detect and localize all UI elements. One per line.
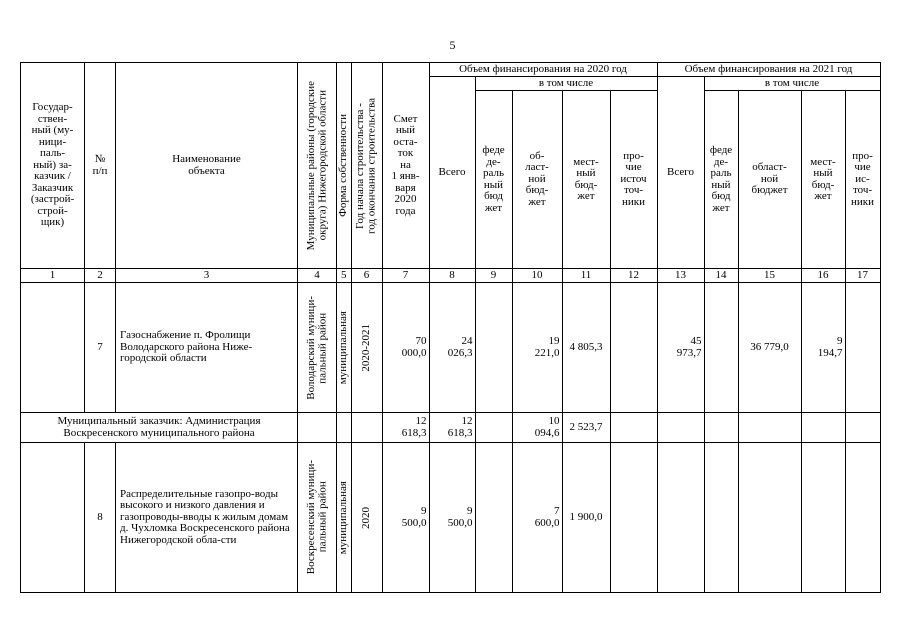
- regional-2020-cell: 19 221,0: [512, 283, 562, 413]
- header-total-2020: Всего: [429, 77, 475, 269]
- column-number-row: [21, 269, 881, 283]
- header-federal-2020: феде де- раль ный бюд жет: [475, 91, 512, 269]
- object-name: Распределительные газопро-воды высокого и низкого давления и газопроводы-вводы к жилым домам д. Чухломка Воскресенского района Нижегородской обла-сти: [116, 443, 298, 593]
- table-row: [21, 443, 881, 593]
- col-number: 16: [801, 269, 845, 283]
- header-other-2020: про- чие источ точ- ники: [610, 91, 657, 269]
- col-number: 1: [21, 269, 85, 283]
- ownership-cell: муниципальная: [337, 283, 352, 413]
- remainder-cell: 70 000,0: [382, 283, 429, 413]
- ownership-cell: муниципальная: [337, 443, 352, 593]
- header-ownership: Форма собственности: [337, 63, 352, 269]
- header-group-2020: Объем финансирования на 2020 год: [429, 63, 657, 77]
- header-in-number-2020: в том числе: [475, 77, 657, 91]
- header-local-2021: мест- ный бюд- жет: [801, 91, 845, 269]
- total-2021-cell: 45 973,7: [657, 283, 704, 413]
- header-remainder: Смет ный оста- ток на 1 янв- варя 2020 года: [382, 63, 429, 269]
- header-years: Год начала строительства - год окончания строительства: [351, 63, 382, 269]
- header-federal-2021: феде де- раль ный бюд жет: [704, 91, 738, 269]
- remainder-cell: 12 618,3: [382, 413, 429, 443]
- header-local-2020: мест- ный бюд- жет: [562, 91, 610, 269]
- regional-2020-cell: 10 094,6: [512, 413, 562, 443]
- district-cell: Володарский муници- пальный район: [298, 283, 337, 413]
- col-number: 15: [738, 269, 801, 283]
- row-number: 8: [85, 443, 116, 593]
- local-2020-cell: 2 523,7: [562, 413, 610, 443]
- object-name: Газоснабжение п. Фролищи Володарского района Ниже-городской области: [116, 283, 298, 413]
- header-regional-2021: област- ной бюджет: [738, 91, 801, 269]
- district-cell: Воскресенский муници- пальный район: [298, 443, 337, 593]
- regional-2020-cell: 7 600,0: [512, 443, 562, 593]
- col-number: 11: [562, 269, 610, 283]
- col-number: 12: [610, 269, 657, 283]
- local-2020-cell: 4 805,3: [562, 283, 610, 413]
- customer-row: [21, 413, 881, 443]
- row-number: 7: [85, 283, 116, 413]
- col-number: 10: [512, 269, 562, 283]
- total-2020-cell: 12 618,3: [429, 413, 475, 443]
- regional-2021-cell: 36 779,0: [738, 283, 801, 413]
- total-2020-cell: 24 026,3: [429, 283, 475, 413]
- years-cell: 2020: [351, 443, 382, 593]
- col-number: 8: [429, 269, 475, 283]
- col-number: 14: [704, 269, 738, 283]
- table-row: [21, 283, 881, 413]
- remainder-cell: 9 500,0: [382, 443, 429, 593]
- col-number: 7: [382, 269, 429, 283]
- local-2021-cell: 9 194,7: [801, 283, 845, 413]
- col-number: 3: [116, 269, 298, 283]
- header-total-2021: Всего: [657, 77, 704, 269]
- local-2020-cell: 1 900,0: [562, 443, 610, 593]
- page-number: 5: [449, 38, 456, 52]
- col-number: 13: [657, 269, 704, 283]
- header-object-name: Наименование объекта: [116, 63, 298, 269]
- col-number: 5: [337, 269, 352, 283]
- years-cell: 2020-2021: [351, 283, 382, 413]
- header-number: № п/п: [85, 63, 116, 269]
- col-number: 6: [351, 269, 382, 283]
- col-number: 4: [298, 269, 337, 283]
- header-other-2021: про- чие ис- точ- ники: [845, 91, 880, 269]
- customer-label: Муниципальный заказчик: Администрация Воскресенского муниципального района: [21, 413, 298, 443]
- col-number: 17: [845, 269, 880, 283]
- header-customer: Государ- ствен- ный (му- ници- паль- ный) за- казчик / Заказчик (застрой- строй- щик): [21, 63, 85, 269]
- col-number: 2: [85, 269, 116, 283]
- col-number: 9: [475, 269, 512, 283]
- header-in-number-2021: в том числе: [704, 77, 880, 91]
- header-regional-2020: об- ласт- ной бюд- жет: [512, 91, 562, 269]
- financing-table: [20, 62, 881, 593]
- header-group-2021: Объем финансирования на 2021 год: [657, 63, 880, 77]
- header-district: Муниципальные районы (городские округа) Нижегородской области: [298, 63, 337, 269]
- total-2020-cell: 9 500,0: [429, 443, 475, 593]
